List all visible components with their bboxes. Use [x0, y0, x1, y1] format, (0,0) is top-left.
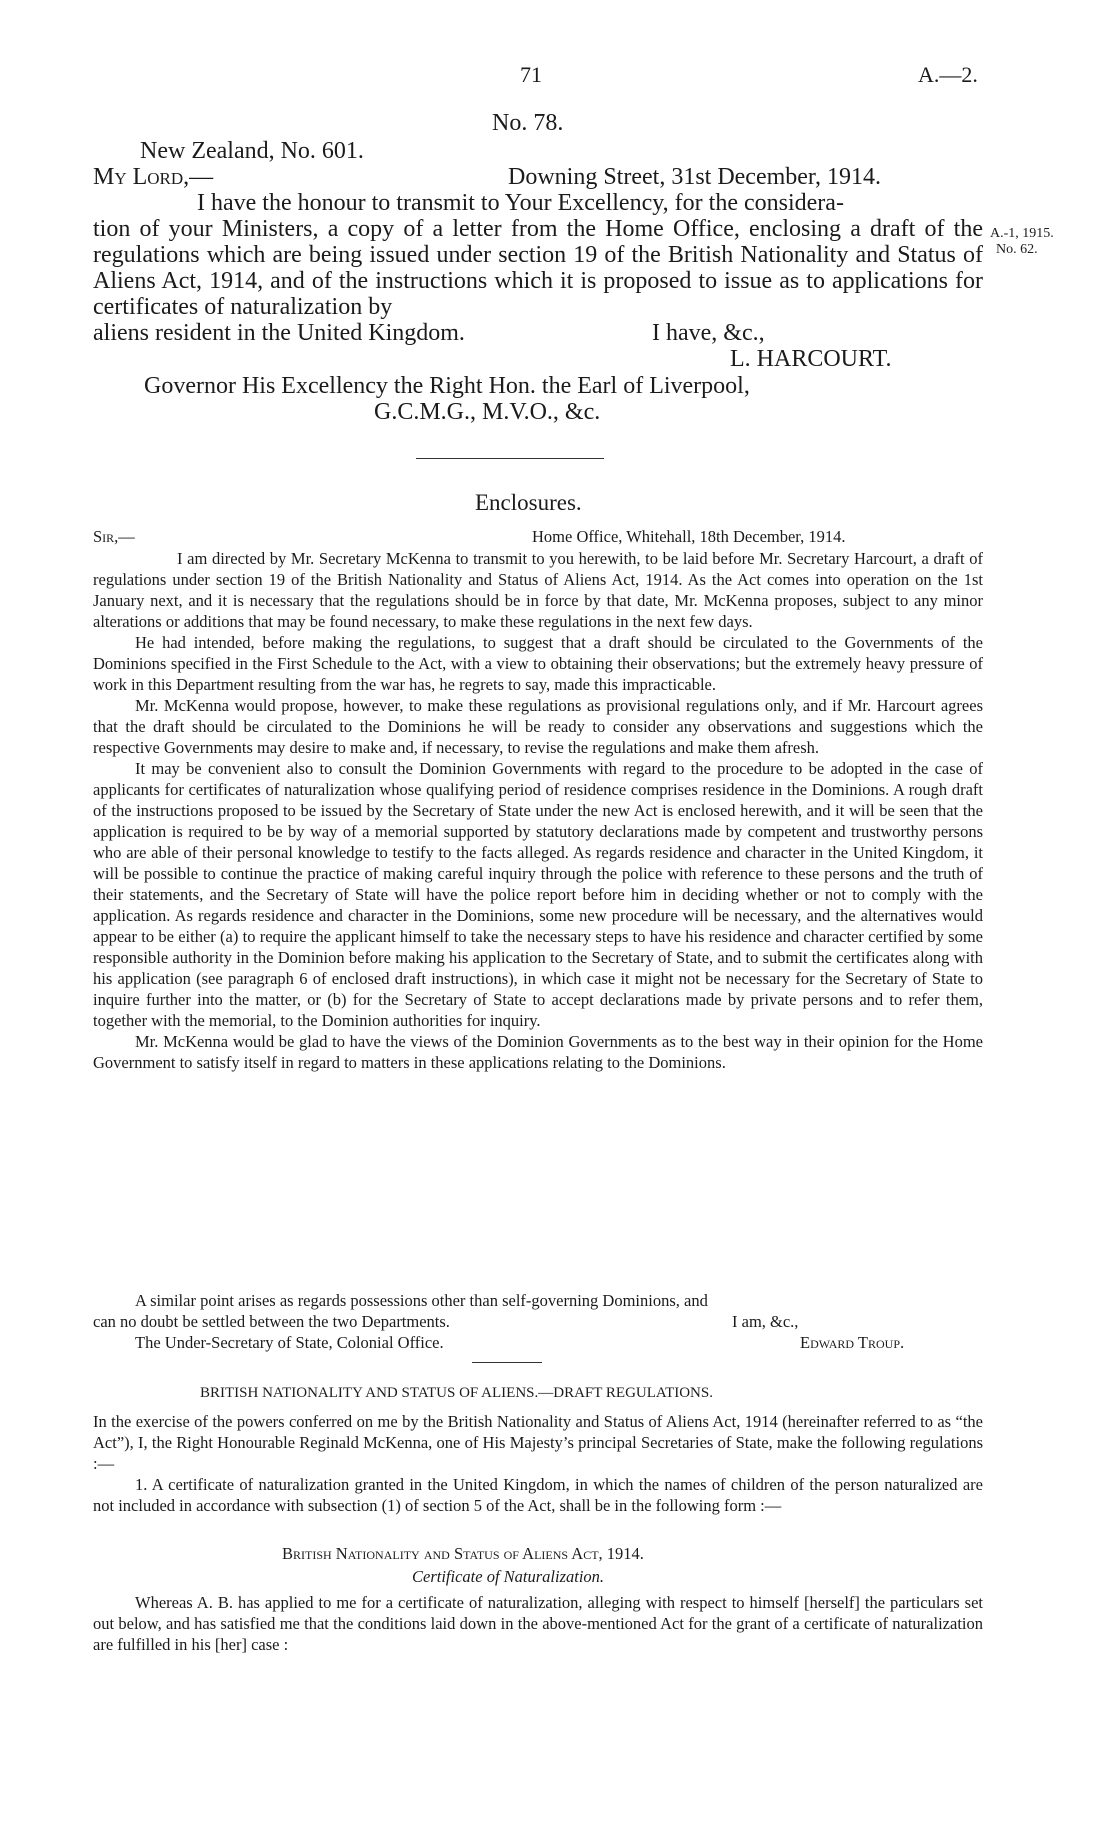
letter-salutation: My Lord,—: [93, 164, 214, 190]
enclosure-signature: Edward Troup.: [800, 1333, 905, 1352]
form-heading: British Nationality and Status of Aliens Act, 1914.: [282, 1544, 644, 1563]
enclosure-paragraph: Mr. McKenna would propose, however, to make these regulations as provisional regulations only, and if Mr. Harcourt agrees that the draft should be circulated to the Dominions he will be ready to consider any observations and suggestions which the respective Governments may desire to make and, if necessary, to revise the regulations and make them afresh.: [93, 696, 983, 757]
form-text: Whereas A. B. has applied to me for a certificate of naturalization, alleging with respect to himself [herself] the particulars set out below, and has satisfied me that the conditions laid down in the above-mentioned Act for the grant of a certificate of naturalization are fulfilled in his [her] case :: [93, 1593, 983, 1654]
letter-closing: I have, &c.,: [652, 320, 765, 346]
enclosure-last-line: can no doubt be settled between the two Departments.: [93, 1312, 450, 1331]
document-reference: A.—2.: [918, 62, 978, 87]
regulations-intro: In the exercise of the powers conferred on me by the British Nationality and Status of Aliens Act, 1914 (hereinafter referred to as “the Act”), I, the Right Honourable Reginald McKenna, one of His Majesty’s principal Secretaries of State, make the following regulations :—: [93, 1412, 983, 1473]
page-number: 71: [520, 62, 542, 87]
enclosure-addressee: The Under-Secretary of State, Colonial Office.: [135, 1333, 444, 1352]
form-subheading: Certificate of Naturalization.: [412, 1567, 605, 1586]
section-divider: [416, 458, 604, 459]
letter-address-line-2: G.C.M.G., M.V.O., &c.: [374, 399, 601, 425]
enclosure-paragraph: I am directed by Mr. Secretary McKenna to transmit to you herewith, to be laid before Mr. Secretary Harcourt, a draft of regulations under section 19 of the British Nationality and Status of Aliens Act, 1914. As the Act comes into operation on the 1st January next, and it is necessary that the regulations should be in force by that date, Mr. McKenna proposes, subject to any minor alterations or additions that may be found necessary, to make these regulations in the next few days.: [93, 549, 983, 631]
enclosure-paragraph: Mr. McKenna would be glad to have the views of the Dominion Governments as to the best way in their opinion for the Home Government to satisfy itself in regard to matters in these applications relating to the Dominions.: [93, 1032, 983, 1072]
enclosure-last-paragraph: A similar point arises as regards possessions other than self-governing Dominions, and: [135, 1291, 708, 1310]
letter-body-last-line: aliens resident in the United Kingdom.: [93, 320, 465, 346]
regulations-title: BRITISH NATIONALITY AND STATUS OF ALIENS.—DRAFT REGULATIONS.: [200, 1385, 713, 1401]
enclosure-body: [93, 548, 983, 1073]
margin-reference-line-1: A.-1, 1915.: [990, 226, 1054, 241]
colony-reference: New Zealand, No. 601.: [140, 138, 364, 164]
margin-reference: [990, 226, 1054, 258]
enclosures-heading: Enclosures.: [475, 490, 582, 515]
letter-address-line-1: Governor His Excellency the Right Hon. the Earl of Liverpool,: [144, 373, 750, 399]
letter-body-first-line: I have the honour to transmit to Your Excellency, for the considera-: [197, 190, 844, 216]
margin-reference-line-2: No. 62.: [996, 242, 1038, 257]
letter-number: No. 78.: [492, 110, 564, 136]
letter-body: tion of your Ministers, a copy of a letter from the Home Office, enclosing a draft of the regulations which are being issued under section 19 of the British Nationality and Status of Aliens Act, 1914, and of the instructions which it is proposed to issue as to applications for certificates of naturalization by: [93, 216, 983, 320]
enclosure-paragraph: He had intended, before making the regulations, to suggest that a draft should be circulated to the Governments of the Dominions specified in the First Schedule to the Act, with a view to obtaining their observations; but the extremely heavy pressure of work in this Department resulting from the war has, he regrets to say, made this impracticable.: [93, 633, 983, 694]
enclosure-paragraph: It may be convenient also to consult the Dominion Governments with regard to the procedure to be adopted in the case of applicants for certificates of naturalization whose qualifying period of residence comprises residence in the Dominions. A rough draft of the instructions proposed to be issued by the Secretary of State under the new Act is enclosed herewith, and it will be seen that the application is required to be by way of a memorial supported by statutory declarations made by competent and trustworthy persons who are able of their personal knowledge to testify to the facts alleged. As regards residence and character in the United Kingdom, it will be possible to continue the practice of making careful inquiry through the police with reference to these persons and the truth of their statements, and the Secretary of State will have the police report before him in deciding whether or not to comply with the application. As regards residence and character in the Dominions, some new procedure will be necessary, and the alternatives would appear to be either (a) to require the applicant himself to take the necessary steps to have his residence and character certified by some responsible authority in the Dominion before making his application to the Secretary of State, and to submit the certificates along with his application (see paragraph 6 of enclosed draft instructions), in which case it might not be necessary for the Secretary of State to inquire further into the matter, or (b) for the Secretary of State to accept declarations made by private persons and to refer them, together with the memorial, to the Dominion authorities for inquiry.: [93, 759, 983, 1030]
letter-place-date: Downing Street, 31st December, 1914.: [508, 164, 881, 190]
enclosure-salutation: Sir,—: [93, 527, 135, 546]
enclosure-closing: I am, &c.,: [732, 1312, 799, 1331]
section-divider: [472, 1362, 542, 1363]
letter-signature: L. HARCOURT.: [730, 346, 892, 372]
regulation-clause-1: 1. A certificate of naturalization granted in the United Kingdom, in which the names of children of the person naturalized are not included in accordance with subsection (1) of section 5 of the Act, shall be in the following form :—: [93, 1475, 983, 1515]
enclosure-place-date: Home Office, Whitehall, 18th December, 1914.: [532, 527, 846, 546]
